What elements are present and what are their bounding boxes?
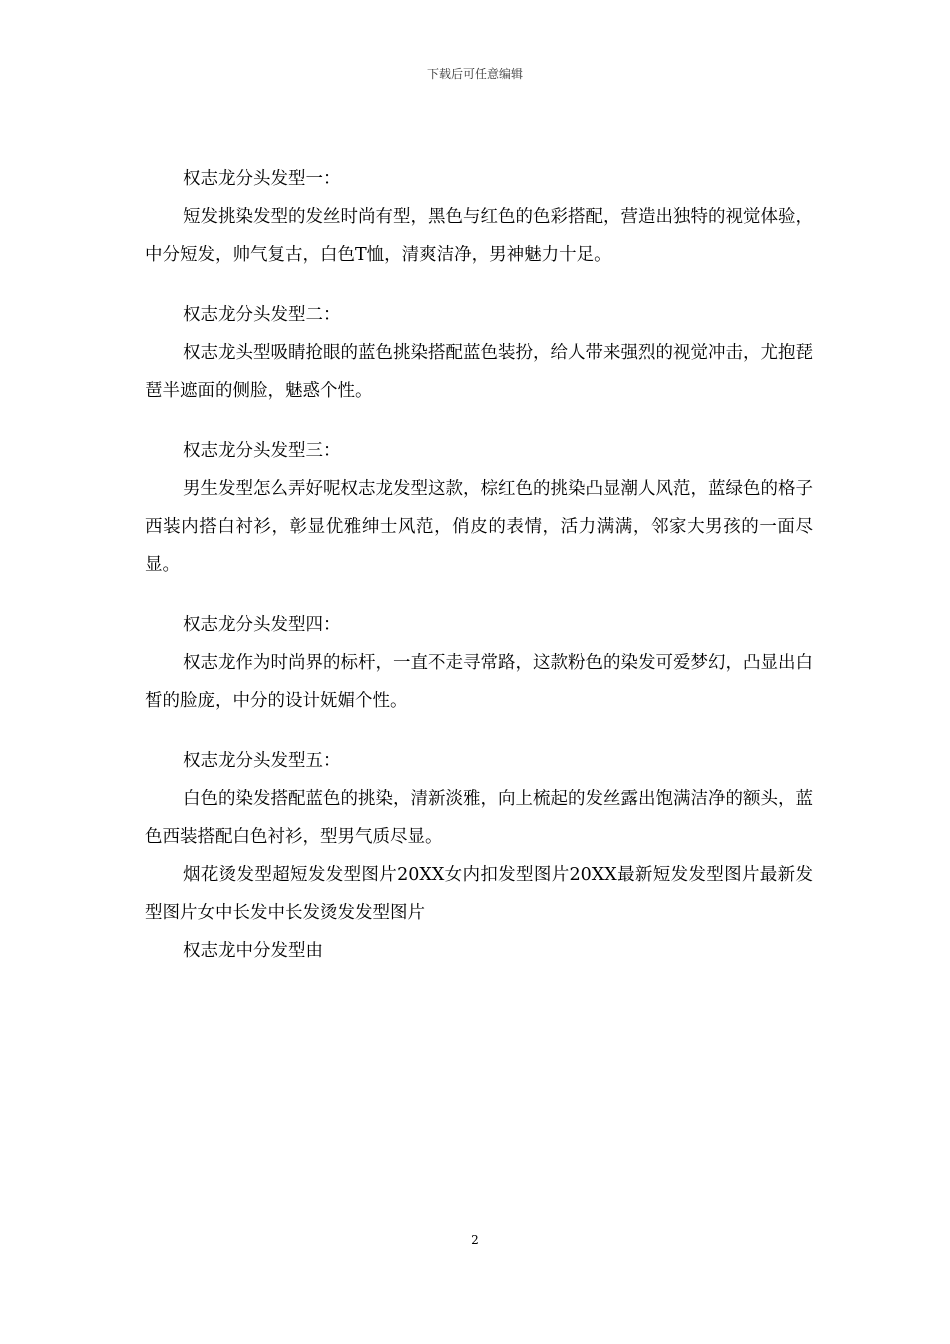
trailing-paragraph: 权志龙中分发型由: [183, 941, 323, 961]
section-paragraph: 白色的染发搭配蓝色的挑染，清新淡雅，向上梳起的发丝露出饱满洁净的额头，蓝色西装搭配白色衬衫，型男气质尽显。: [145, 789, 813, 847]
section-heading: 权志龙分头发型一：: [183, 169, 341, 189]
section-paragraph: 权志龙作为时尚界的标杆，一直不走寻常路，这款粉色的染发可爱梦幻，凸显出白皙的脸庞，中分的设计妩媚个性。: [145, 653, 813, 711]
related-links-paragraph: 烟花烫发型超短发发型图片20XX女内扣发型图片20XX最新短发发型图片最新发型图片女中长发中长发烫发发型图片: [145, 865, 813, 923]
section-heading: 权志龙分头发型四：: [183, 615, 341, 635]
document-body: [145, 160, 813, 992]
section-2: [145, 296, 813, 410]
section-heading: 权志龙分头发型五：: [183, 751, 341, 771]
page-header: 下载后可任意编辑: [426, 67, 523, 81]
section-paragraph: 短发挑染发型的发丝时尚有型，黑色与红色的色彩搭配，营造出独特的视觉体验，中分短发，帅气复古，白色T恤，清爽洁净，男神魅力十足。: [145, 207, 813, 265]
page-number: 2: [471, 1233, 479, 1247]
section-paragraph: 权志龙头型吸睛抢眼的蓝色挑染搭配蓝色装扮，给人带来强烈的视觉冲击，尤抱琵琶半遮面的侧脸，魅惑个性。: [145, 343, 813, 401]
section-3: [145, 432, 813, 584]
section-1: [145, 160, 813, 274]
section-paragraph: 男生发型怎么弄好呢权志龙发型这款，棕红色的挑染凸显潮人风范，蓝绿色的格子西装内搭白衬衫，彰显优雅绅士风范，俏皮的表情，活力满满，邻家大男孩的一面尽显。: [145, 479, 813, 575]
section-heading: 权志龙分头发型三：: [183, 441, 341, 461]
section-heading: 权志龙分头发型二：: [183, 305, 341, 325]
section-5: [145, 742, 813, 970]
section-4: [145, 606, 813, 720]
